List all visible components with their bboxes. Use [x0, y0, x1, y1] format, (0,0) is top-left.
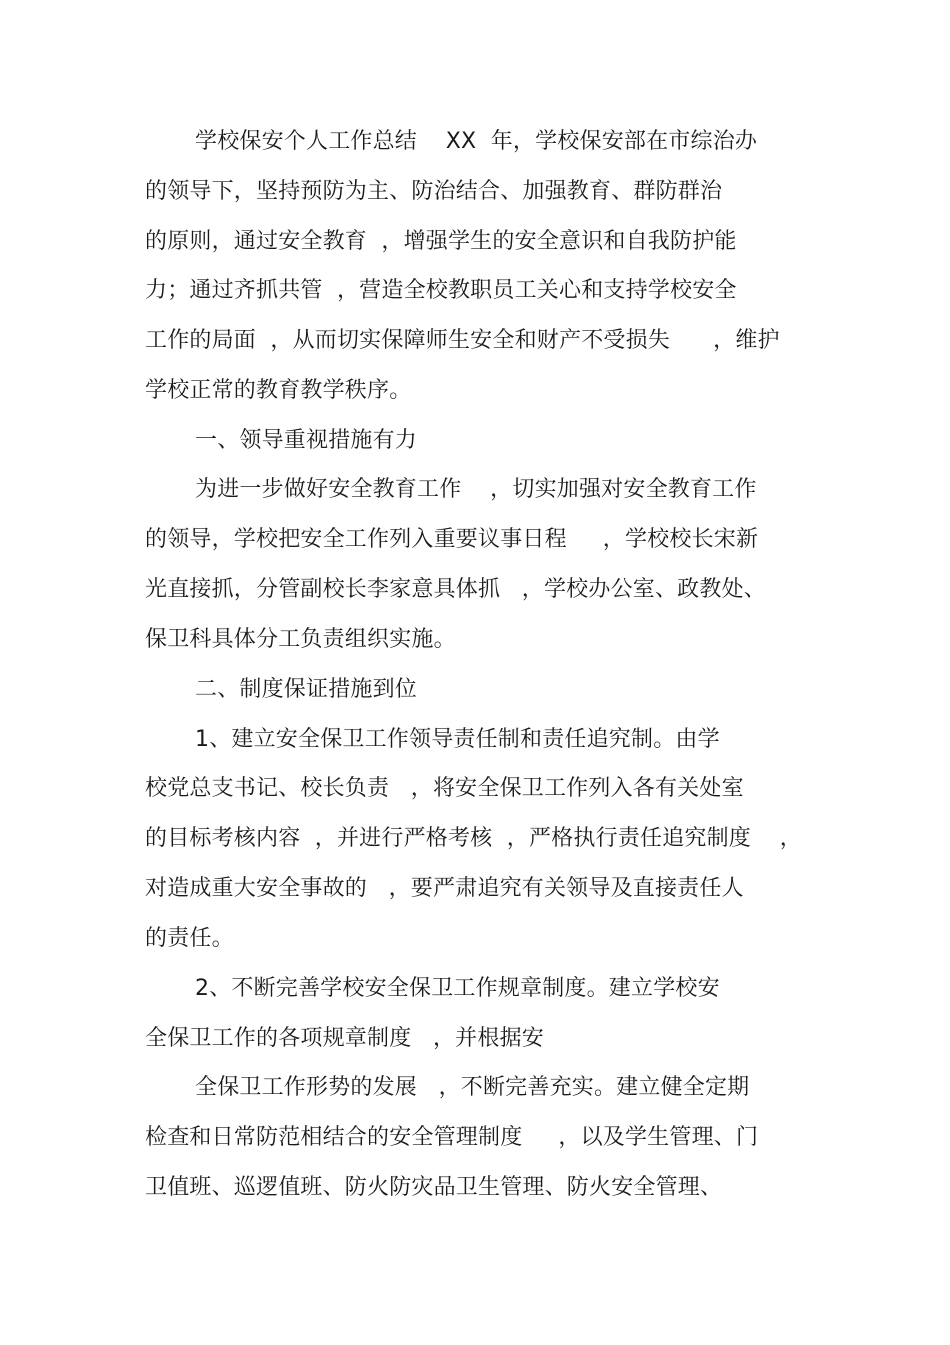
paragraph-line: 1、建立安全保卫工作领导责任制和责任追究制。由学 [195, 727, 720, 752]
paragraph-line: 全保卫工作形势的发展 ，不断完善充实。建立健全定期 [195, 1075, 750, 1100]
paragraph-line: 的责任。 [145, 926, 234, 951]
paragraph-line: 为进一步做好安全教育工作 ，切实加强对安全教育工作 [195, 477, 757, 502]
paragraph-line: 工作的局面 ，从而切实保障师生安全和财产不受损失 ，维护 [145, 328, 780, 353]
paragraph-line: 的原则，通过安全教育 ，增强学生的安全意识和自我防护能 [145, 229, 737, 254]
paragraph-line: 学校保安个人工作总结 XX 年，学校保安部在市综治办 [195, 129, 758, 154]
paragraph-line: 的领导下，坚持预防为主、防治结合、加强教育、群防群治 [145, 179, 723, 204]
paragraph-line: 2、不断完善学校安全保卫工作规章制度。建立学校安 [195, 976, 720, 1001]
paragraph-line: 光直接抓，分管副校长李家意具体抓 ，学校办公室、政教处、 [145, 577, 766, 602]
paragraph-line: 对造成重大安全事故的 ，要严肃追究有关领导及直接责任人 [145, 876, 744, 901]
paragraph-line: 学校正常的教育教学秩序。 [145, 378, 412, 403]
section-heading: 一、领导重视措施有力 [195, 428, 418, 453]
paragraph-line: 检查和日常防范相结合的安全管理制度 ，以及学生管理、门 [145, 1125, 759, 1150]
paragraph-line: 卫值班、巡逻值班、防火防灾品卫生管理、防火安全管理、 [145, 1175, 723, 1200]
paragraph-line: 力；通过齐抓共管 ，营造全校教职员工关心和支持学校安全 [145, 278, 737, 303]
paragraph-line: 的领导，学校把安全工作列入重要议事日程 ，学校校长宋新 [145, 527, 759, 552]
paragraph-line: 校党总支书记、校长负责 ，将安全保卫工作列入各有关处室 [145, 776, 744, 801]
paragraph-line: 的目标考核内容 ，并进行严格考核 ，严格执行责任追究制度 ， [145, 826, 802, 851]
paragraph-line: 全保卫工作的各项规章制度 ，并根据安 [145, 1026, 544, 1051]
section-heading: 二、制度保证措施到位 [195, 677, 418, 702]
paragraph-line: 保卫科具体分工负责组织实施。 [145, 627, 456, 652]
